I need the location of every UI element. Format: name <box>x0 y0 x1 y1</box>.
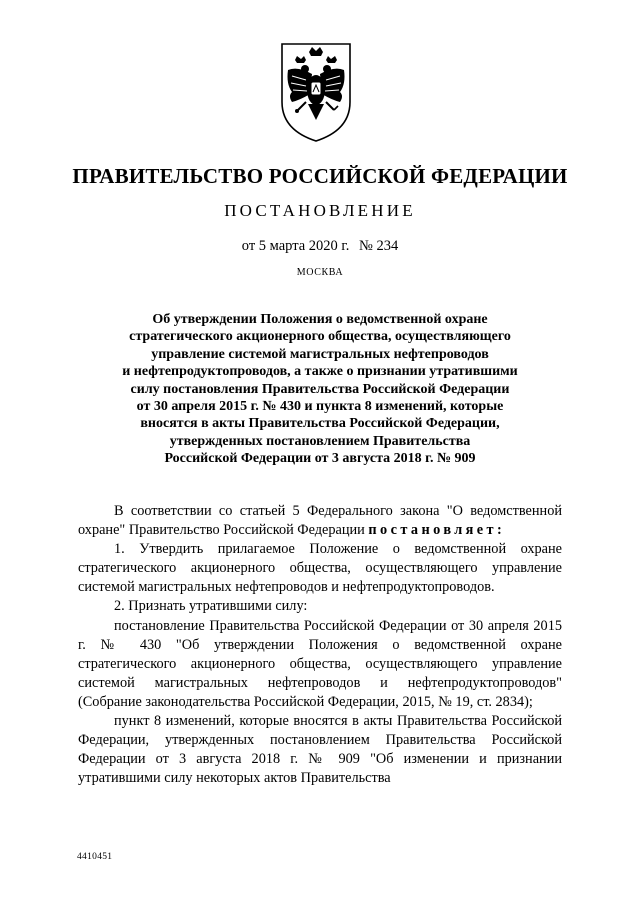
document-number: № 234 <box>359 238 399 254</box>
heading-line: от 30 апреля 2015 г. № 430 и пункта 8 изменений, которые <box>136 399 504 415</box>
item-2-paragraph: 2. Признать утратившими силу: <box>114 598 308 615</box>
document-body <box>78 502 562 788</box>
heading-line: стратегического акционерного общества, осуществляющего <box>129 329 511 345</box>
document-type: ПОСТАНОВЛЕНИЕ <box>224 201 416 220</box>
heading-line: Об утверждении Положения о ведомственной охране <box>152 312 488 327</box>
heading-line: силу постановления Правительства Российской Федерации <box>130 381 510 397</box>
document-date-line <box>0 238 640 255</box>
russian-coat-of-arms-icon <box>276 40 356 144</box>
city: МОСКВА <box>296 267 344 278</box>
item-1-paragraph: 1. Утвердить прилагаемое Положение о ведомственной охране стратегического акционерного общества, осуществляющего управление системой магистральных нефтепроводов и нефтепродуктопроводов. <box>78 541 562 596</box>
heading-line: Российской Федерации от 3 августа 2018 г. № 909 <box>164 451 476 467</box>
document-date: от 5 марта 2020 г. <box>241 238 350 254</box>
heading-line: и нефтепродуктопроводов, а также о признании утратившими <box>122 364 518 380</box>
item-2b-paragraph: пункт 8 изменений, которые вносятся в акты Правительства Российской Федерации, утвержденных постановлением Правительства Российской Федерации от 3 августа 2018 г. № 909 "Об изменении и признании утратившими силу некоторых актов Правительства <box>78 713 562 787</box>
heading-line: утвержденных постановлением Правительства <box>169 433 471 449</box>
resolves-word: постановляет: <box>368 522 506 539</box>
heading-line: управление системой магистральных нефтепроводов <box>151 346 489 362</box>
footer-document-code: 4410451 <box>77 852 113 862</box>
document-heading <box>80 311 560 468</box>
preamble-text: В соответствии со статьей 5 Федерального закона "О ведомственной охране" Правительство Российской Федерации <box>78 503 562 539</box>
item-2a-paragraph: постановление Правительства Российской Федерации от 30 апреля 2015 г. № 430 "Об утверждении Положения о ведомственной охране стратегического акционерного общества, осуществляющего управление системой магистральных нефтепроводов и нефтепродуктопроводов" (Собрание законодательства Российской Федерации, 2015, № 19, ст. 2834); <box>78 617 562 710</box>
government-title: ПРАВИТЕЛЬСТВО РОССИЙСКОЙ ФЕДЕРАЦИИ <box>72 164 568 188</box>
heading-line: вносятся в акты Правительства Российской Федерации, <box>140 416 500 432</box>
preamble-paragraph <box>78 502 562 540</box>
